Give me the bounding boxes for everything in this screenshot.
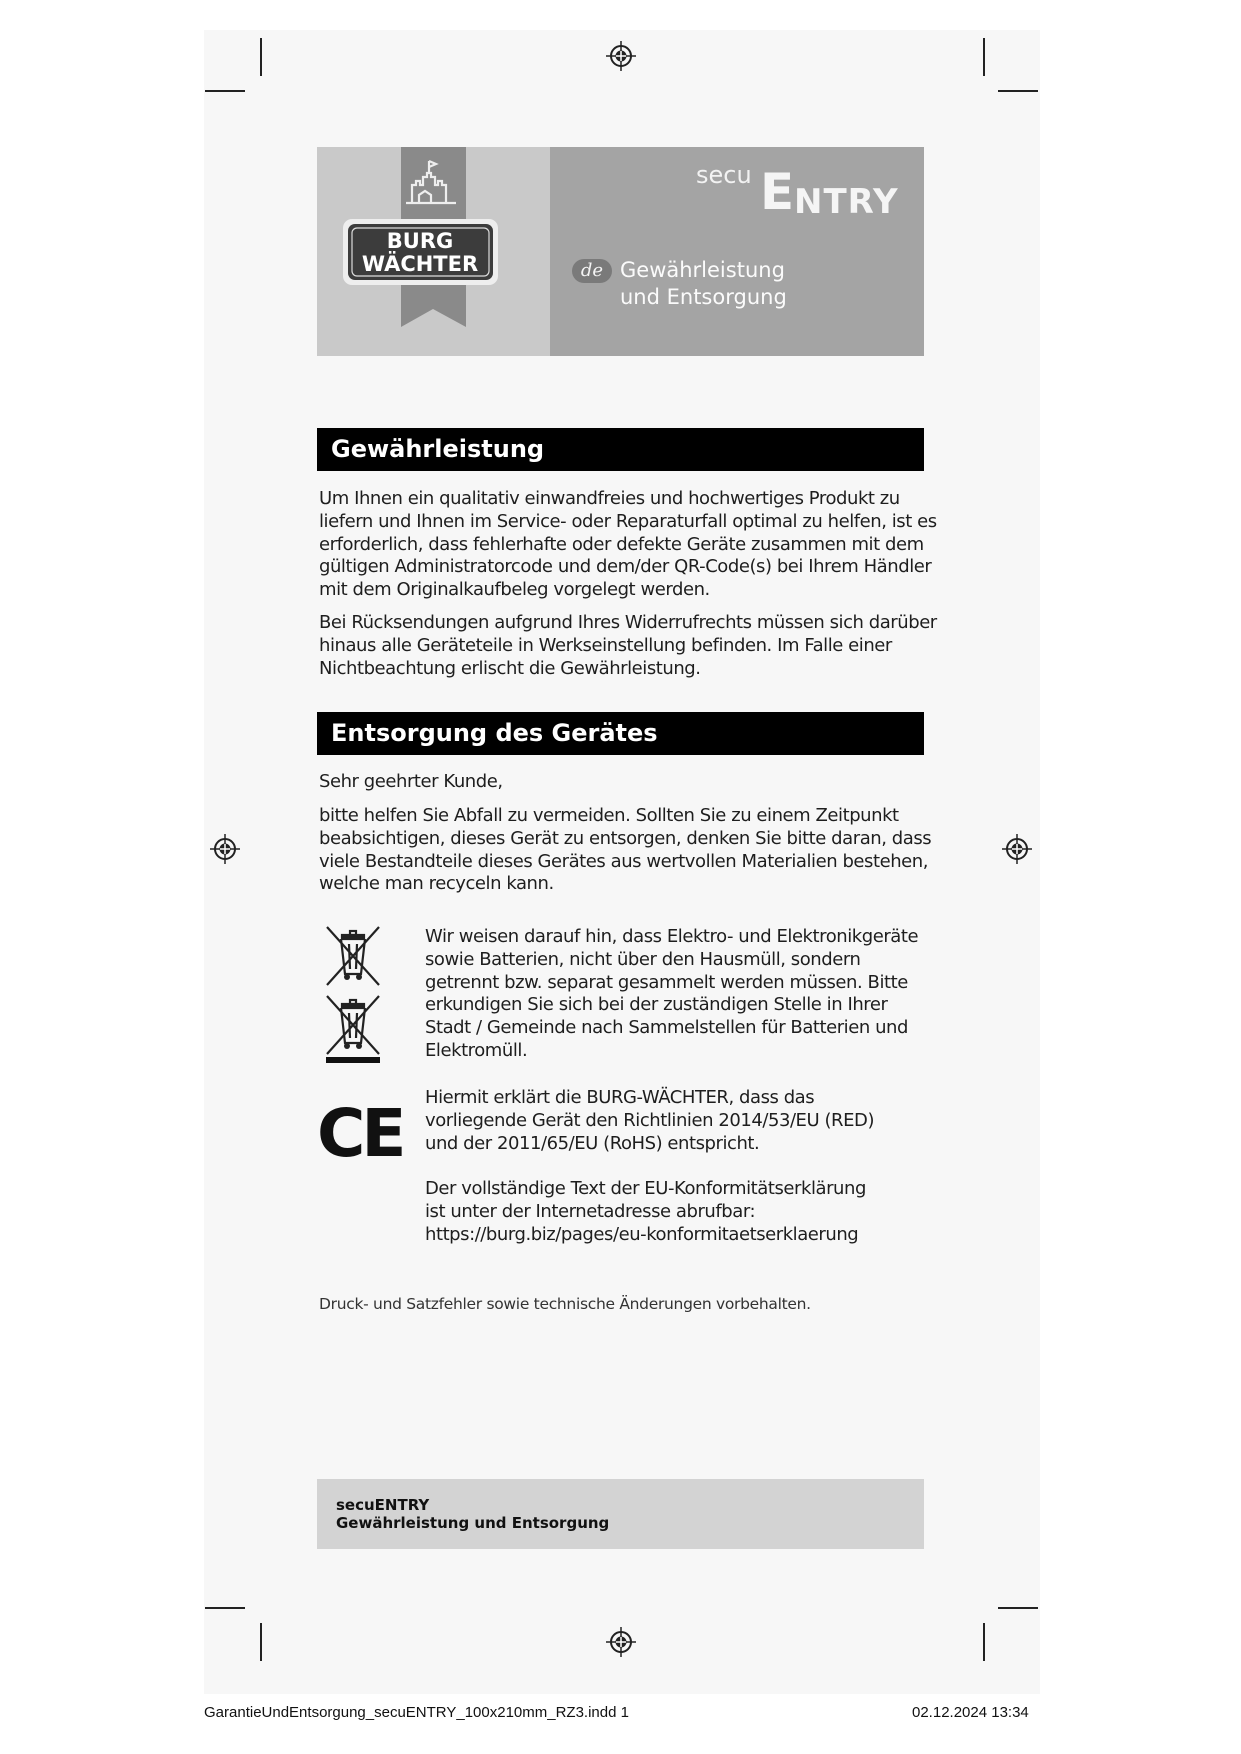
crop-mark: [998, 90, 1038, 92]
registration-mark-icon: [606, 41, 636, 71]
ce-mark-icon: [317, 1095, 403, 1172]
crop-mark: [998, 1607, 1038, 1609]
text-line: liefern und Ihnen im Service- oder Reparaturfall optimal zu helfen, ist es: [319, 510, 937, 532]
text-line: Der vollständige Text der EU-Konformitätserklärung: [425, 1178, 866, 1199]
crop-mark: [205, 90, 245, 92]
text-line: Um Ihnen ein qualitativ einwandfreies und hochwertiges Produkt zu: [319, 488, 900, 509]
brand-panel: [317, 147, 550, 356]
product-name-secu: secu: [696, 161, 752, 189]
slug-timestamp: 02.12.2024 13:34: [912, 1704, 1029, 1721]
text-line: beabsichtigen, dieses Gerät zu entsorgen, denken Sie bitte daran, dass: [319, 827, 932, 849]
warranty-paragraph-2: [319, 612, 937, 680]
text-line: Bei Rücksendungen aufgrund Ihres Widerrufrechts müssen sich darüber: [319, 612, 937, 633]
logo-line2: WÄCHTER: [361, 252, 479, 276]
text-line: bitte helfen Sie Abfall zu vermeiden. Sollten Sie zu einem Zeitpunkt: [319, 805, 899, 826]
product-name-e: E: [760, 163, 795, 221]
text-line: mit dem Originalkaufbeleg vorgelegt werden.: [319, 579, 710, 601]
weee-bin-icon: [322, 993, 384, 1065]
disposal-paragraph-1: [319, 805, 932, 896]
weee-notice: [425, 926, 1035, 1063]
registration-mark-icon: [1002, 834, 1032, 864]
text-line: gültigen Administratorcode und dem/der QR-Code(s) bei Ihrem Händler: [319, 556, 932, 578]
text-line: viele Bestandteile dieses Gerätes aus wertvollen Materialien bestehen,: [319, 850, 929, 872]
text-line: Sehr geehrter Kunde,: [319, 771, 503, 792]
text-line: Hiermit erklärt die BURG-WÄCHTER, dass das: [425, 1087, 815, 1108]
warranty-paragraph-1: [319, 488, 937, 602]
text-line: welche man recyceln kann.: [319, 873, 554, 895]
product-panel: [550, 147, 924, 356]
document-title-line: und Entsorgung: [620, 285, 787, 309]
crop-mark: [983, 38, 985, 76]
page-footer: [317, 1479, 924, 1549]
text-line: Stadt / Gemeinde nach Sammelstellen für Batterien und: [425, 1017, 908, 1039]
text-line: erforderlich, dass fehlerhafte oder defekte Geräte zusammen mit dem: [319, 533, 924, 555]
text-line: getrennt bzw. separat gesammelt werden müssen. Bitte: [425, 971, 908, 993]
crop-mark: [983, 1623, 985, 1661]
language-badge: de: [572, 259, 612, 283]
footer-product: secuENTRY: [336, 1496, 430, 1514]
header-banner: [317, 147, 924, 356]
product-name-entry: NTRY: [794, 182, 899, 222]
document-title: [620, 257, 787, 311]
text-line: Nichtbeachtung erlischt die Gewährleistung.: [319, 657, 701, 679]
ce-mark-text: CE: [317, 1095, 403, 1172]
conformity-declaration: [425, 1178, 1035, 1246]
text-line: Wir weisen darauf hin, dass Elektro- und Elektronikgeräte: [425, 926, 919, 947]
text-line: ist unter der Internetadresse abrufbar:: [425, 1200, 756, 1222]
registration-mark-icon: [210, 834, 240, 864]
logo-line1: BURG: [386, 229, 454, 253]
text-line: sowie Batterien, nicht über den Hausmüll, sondern: [425, 948, 861, 970]
document-title-line: Gewährleistung: [620, 258, 785, 282]
text-line: erkundigen Sie sich bei der zuständigen Stelle in Ihrer: [425, 994, 888, 1016]
burg-waechter-logo: [317, 147, 550, 356]
text-line: und der 2011/65/EU (RoHS) entspricht.: [425, 1132, 760, 1154]
slug-filename: GarantieUndEntsorgung_secuENTRY_100x210mm_RZ3.indd 1: [204, 1704, 629, 1721]
weee-bin-icon: [322, 924, 384, 988]
errata-note: Druck- und Satzfehler sowie technische Änderungen vorbehalten.: [319, 1295, 811, 1313]
text-line: Elektromüll.: [425, 1039, 528, 1061]
footer-title: Gewährleistung und Entsorgung: [336, 1514, 610, 1532]
section-heading-warranty: Gewährleistung: [317, 428, 924, 471]
ce-declaration: [425, 1087, 1035, 1155]
crop-mark: [260, 38, 262, 76]
conformity-url[interactable]: https://burg.biz/pages/eu-konformitaetserklaerung: [425, 1223, 859, 1245]
disposal-salutation: [319, 771, 929, 794]
registration-mark-icon: [606, 1627, 636, 1657]
section-heading-disposal: Entsorgung des Gerätes: [317, 712, 924, 755]
crop-mark: [260, 1623, 262, 1661]
text-line: vorliegende Gerät den Richtlinien 2014/53/EU (RED): [425, 1109, 875, 1131]
crop-mark: [205, 1607, 245, 1609]
text-line: hinaus alle Geräteteile in Werkseinstellung befinden. Im Falle einer: [319, 634, 892, 656]
